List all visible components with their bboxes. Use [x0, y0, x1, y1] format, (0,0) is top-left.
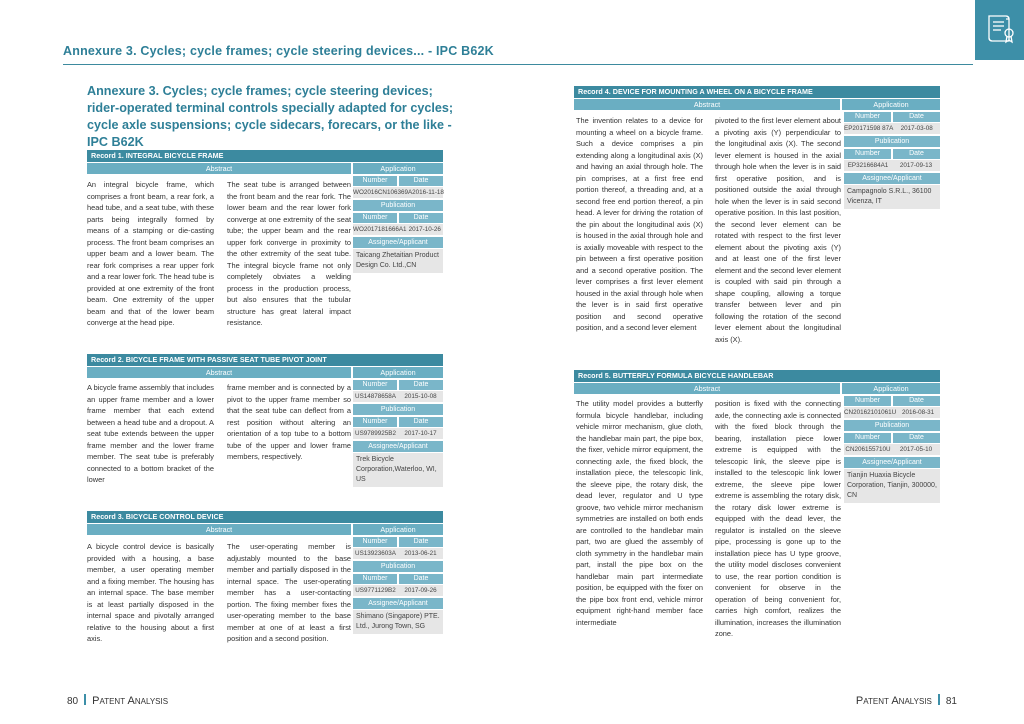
footer-right	[856, 694, 957, 707]
date-label: Date	[399, 417, 443, 427]
assignee-label: Assignee/Applicant	[844, 457, 940, 468]
number-label: Number	[353, 176, 397, 186]
publication-date: 2017-09-26	[404, 587, 437, 594]
record-3	[87, 511, 443, 646]
running-header	[63, 37, 973, 65]
footer-label-left: Patent Analysis	[92, 695, 169, 707]
application-number: US13923603A	[355, 550, 396, 557]
assignee-value: Tianjin Huaxia Bicycle Corporation, Tianjin, 300000, CN	[844, 469, 940, 503]
publication-number: EP3216684A1	[847, 162, 889, 169]
publication-date: 2017-10-26	[408, 226, 441, 233]
number-label: Number	[353, 417, 397, 427]
assignee-label: Assignee/Applicant	[353, 237, 443, 248]
footer-divider	[938, 694, 940, 705]
page-number-left: 80	[67, 696, 79, 707]
record-4	[574, 86, 940, 358]
record-title: Record 4. DEVICE FOR MOUNTING A WHEEL ON A BICYCLE FRAME	[574, 86, 940, 98]
footer-left	[67, 694, 168, 707]
application-header: Application	[353, 367, 443, 378]
record-title: Record 5. BUTTERFLY FORMULA BICYCLE HANDLEBAR	[574, 370, 940, 382]
application-details	[844, 394, 940, 503]
publication-number: US9771129B2	[355, 587, 396, 594]
application-details	[353, 174, 443, 273]
application-details	[353, 378, 443, 487]
document-icon-badge	[975, 0, 1024, 60]
date-label: Date	[893, 396, 940, 406]
abstract-column-1: The invention relates to a device for mounting a wheel on a bicycle frame. Such a device comprises a pin extending along a longitudinal axis (X) and having an axial through hole. The pin comprises, at a first free end portion thereof, a threading and, at a second free end portion thereof, a pin head. A lever for driving the rotation of the pin about the longitudinal axis (X) is housed in the axial through hole and is axially moveable with respect to the pin between a first operative position and a second operative position. The lever comprises a first lever element housed in the axial through hole when the lever is in said first operative position and second operative position, and a second lever element	[576, 116, 703, 332]
application-date: 2016-11-18	[412, 189, 444, 196]
abstract-header: Abstract	[87, 163, 351, 174]
abstract-column-2: The user-operating member is adjustably mounted to the base member and partially disposed in the internal space. The user-operating member has a user-contacting portion. The fixing member fixes the user-operating member to the base member at one of at least a first position and a second position.	[227, 542, 351, 643]
assignee-label: Assignee/Applicant	[353, 598, 443, 609]
date-label: Date	[399, 380, 443, 390]
number-label: Number	[353, 380, 397, 390]
scroll-document-icon	[975, 0, 1024, 60]
record-2	[87, 354, 443, 494]
annexure-heading: Annexure 3. Cycles; cycle frames; cycle steering devices; rider-operated terminal controls specially adapted for cycles; cycle axle suspensions; cycle sidecars, forecars, or the like - IPC B62K	[87, 84, 454, 149]
publication-number: US9789925B2	[355, 430, 396, 437]
application-number: US14878658A	[355, 393, 396, 400]
date-label: Date	[399, 537, 443, 547]
application-date: 2017-03-08	[900, 125, 933, 132]
assignee-label: Assignee/Applicant	[844, 173, 940, 184]
assignee-value: Taicang Zhetaitian Product Design Co. Ltd.,CN	[353, 249, 443, 273]
publication-number: CN206155710U	[845, 446, 891, 453]
abstract-column-2: pivoted to the first lever element about a pivoting axis (Y) perpendicular to the longitudinal axis (X). The second lever element is housed in the axial through hole when the lever is in said first operative position, and is positioned outside the axial through hole when the lever is in said second operative position. In this last position, the second lever element can be rotated with respect to the first lever element about the pivoting axis (Y) and at least one of the first lever element and the second lever element is coupled with said pin through a shape coupling, allowing a torque transfer between lever and pin following the rotation of the second lever element about the longitudinal axis (X).	[715, 116, 841, 344]
application-details	[844, 110, 940, 209]
abstract-column-1: An integral bicycle frame, which comprises a front beam, a rear fork, a head tube, and a seat tube, with these parts being integrally formed by means of a stamping or die-casting process. The front beam comprises an upper beam and a lower beam. The rear fork comprises a rear upper fork and a rear lower fork. The head tube is provided at one extremity of the front beam. One extremity of the upper beam and that of the lower beam converge at the head pipe.	[87, 180, 214, 327]
number-label: Number	[844, 396, 891, 406]
application-number: EP20171598 87A	[844, 125, 894, 132]
number-label: Number	[844, 149, 891, 159]
publication-label: Publication	[353, 200, 443, 211]
application-date: 2015-10-08	[404, 393, 437, 400]
number-label: Number	[844, 433, 891, 443]
number-label: Number	[353, 574, 397, 584]
application-number: WO2016CN106369A	[353, 189, 413, 196]
assignee-value: Campagnolo S.R.L., 36100 Vicenza, IT	[844, 185, 940, 209]
record-1	[87, 150, 443, 342]
record-title: Record 2. BICYCLE FRAME WITH PASSIVE SEAT TUBE PIVOT JOINT	[87, 354, 443, 366]
assignee-label: Assignee/Applicant	[353, 441, 443, 452]
date-label: Date	[399, 574, 443, 584]
application-header: Application	[353, 524, 443, 535]
running-title: Annexure 3. Cycles; cycle frames; cycle steering devices... - IPC B62K	[63, 44, 494, 58]
page-number-right: 81	[945, 696, 957, 707]
abstract-column-2: frame member and is connected by a pivot to the upper frame member so that the seat tube can deflect from a rest position without altering an orientation of a top tube to a bottom tube of the upper and lower frame members, respectively.	[227, 383, 351, 461]
number-label: Number	[353, 213, 397, 223]
date-label: Date	[893, 433, 940, 443]
record-5	[574, 370, 940, 676]
abstract-column-1: A bicycle control device is basically provided with a housing, a base member, a user operating member and a fixing member. The housing has an internal space. The base member is at least partially disposed in the internal space and pivotally arranged relative to the housing about a first axis.	[87, 542, 214, 643]
date-label: Date	[399, 213, 443, 223]
abstract-header: Abstract	[574, 99, 840, 110]
abstract-header: Abstract	[87, 367, 351, 378]
application-number: CN20162101061U	[844, 409, 897, 416]
footer-divider	[84, 694, 86, 705]
publication-date: 2017-05-10	[899, 446, 933, 453]
publication-label: Publication	[353, 561, 443, 572]
abstract-column-2: position is fixed with the connecting axle, the connecting axle is connected with the fixed block through the bearing, installation piece lower extreme is equipped with the telescopic link, the sleeve pipe is installed to the telescopic link lower extreme, the sleeve pipe lower extreme is assembling the rotary disk, the rotary disk lower extreme is equipped with the dead lever, the regulator is installed on the sleeve pipe, processing is gone up to the installation piece has U type groove, the utility model discloses convenient to use, the rear portion condition is convenient for observe in the operation of being convenient for, carries high comfort, realizes the illumination, increases the illumination zone.	[715, 399, 841, 638]
assignee-value: Shimano (Singapore) PTE. Ltd., Jurong Town, SG	[353, 610, 443, 634]
application-date: 2013-06-21	[404, 550, 437, 557]
footer-label-right: Patent Analysis	[855, 695, 932, 707]
application-header: Application	[842, 99, 940, 110]
abstract-header: Abstract	[87, 524, 351, 535]
publication-date: 2017-10-17	[404, 430, 437, 437]
abstract-header: Abstract	[574, 383, 840, 394]
publication-date: 2017-09-13	[899, 162, 933, 169]
abstract-column-1: A bicycle frame assembly that includes an upper frame member and a lower frame member that each extend between a head tube and a dropout. A seat tube extends between the upper frame member and the lower frame member. The seat tube is preferably connected to a bottom bracket of the lower	[87, 383, 214, 484]
number-label: Number	[353, 537, 397, 547]
application-date: 2016-08-31	[901, 409, 935, 416]
application-header: Application	[842, 383, 940, 394]
publication-label: Publication	[353, 404, 443, 415]
abstract-column-2: The seat tube is arranged between the front beam and the rear fork. The lower beam and the rear lower fork converge at one extremity of the seat tube; the upper beam and the rear upper fork converge in proximity to the other extremity of the seat tube. The integral bicycle frame not only completely obviates a welding process in the production process, but also ensures that the tubular structure has great lateral impact resistance.	[227, 180, 351, 327]
date-label: Date	[399, 176, 443, 186]
abstract-column-1: The utility model provides a butterfly formula bicycle handlebar, including vehicle mirror mechanism, glue cloth, the handlebar main part, the pipe box, the fixer, vehicle mirror equipment, the connecting axle, the fixed block, the installation piece, the telescopic link, the sleeve pipe, the rotary disk, the dead lever, regulator and U type groove, two vehicle mirror mechanism symmetries are installed on both ends are controlled to the handlebar main part, two are glued the assembly of cloth symmetry in the handlebar main part, install the pipe box on the handlebar main part intermediate position, be equipped with the fixer on the pipe box front end, vehicle mirror equipment right-hand member face intermediate	[576, 399, 703, 627]
publication-label: Publication	[844, 136, 940, 147]
record-title: Record 1. INTEGRAL BICYCLE FRAME	[87, 150, 443, 162]
publication-label: Publication	[844, 420, 940, 431]
record-title: Record 3. BICYCLE CONTROL DEVICE	[87, 511, 443, 523]
publication-number: WO2017181666A1	[353, 226, 407, 233]
assignee-value: Trek Bicycle Corporation,Waterloo, WI, US	[353, 453, 443, 487]
application-details	[353, 535, 443, 634]
date-label: Date	[893, 112, 940, 122]
application-header: Application	[353, 163, 443, 174]
date-label: Date	[893, 149, 940, 159]
number-label: Number	[844, 112, 891, 122]
